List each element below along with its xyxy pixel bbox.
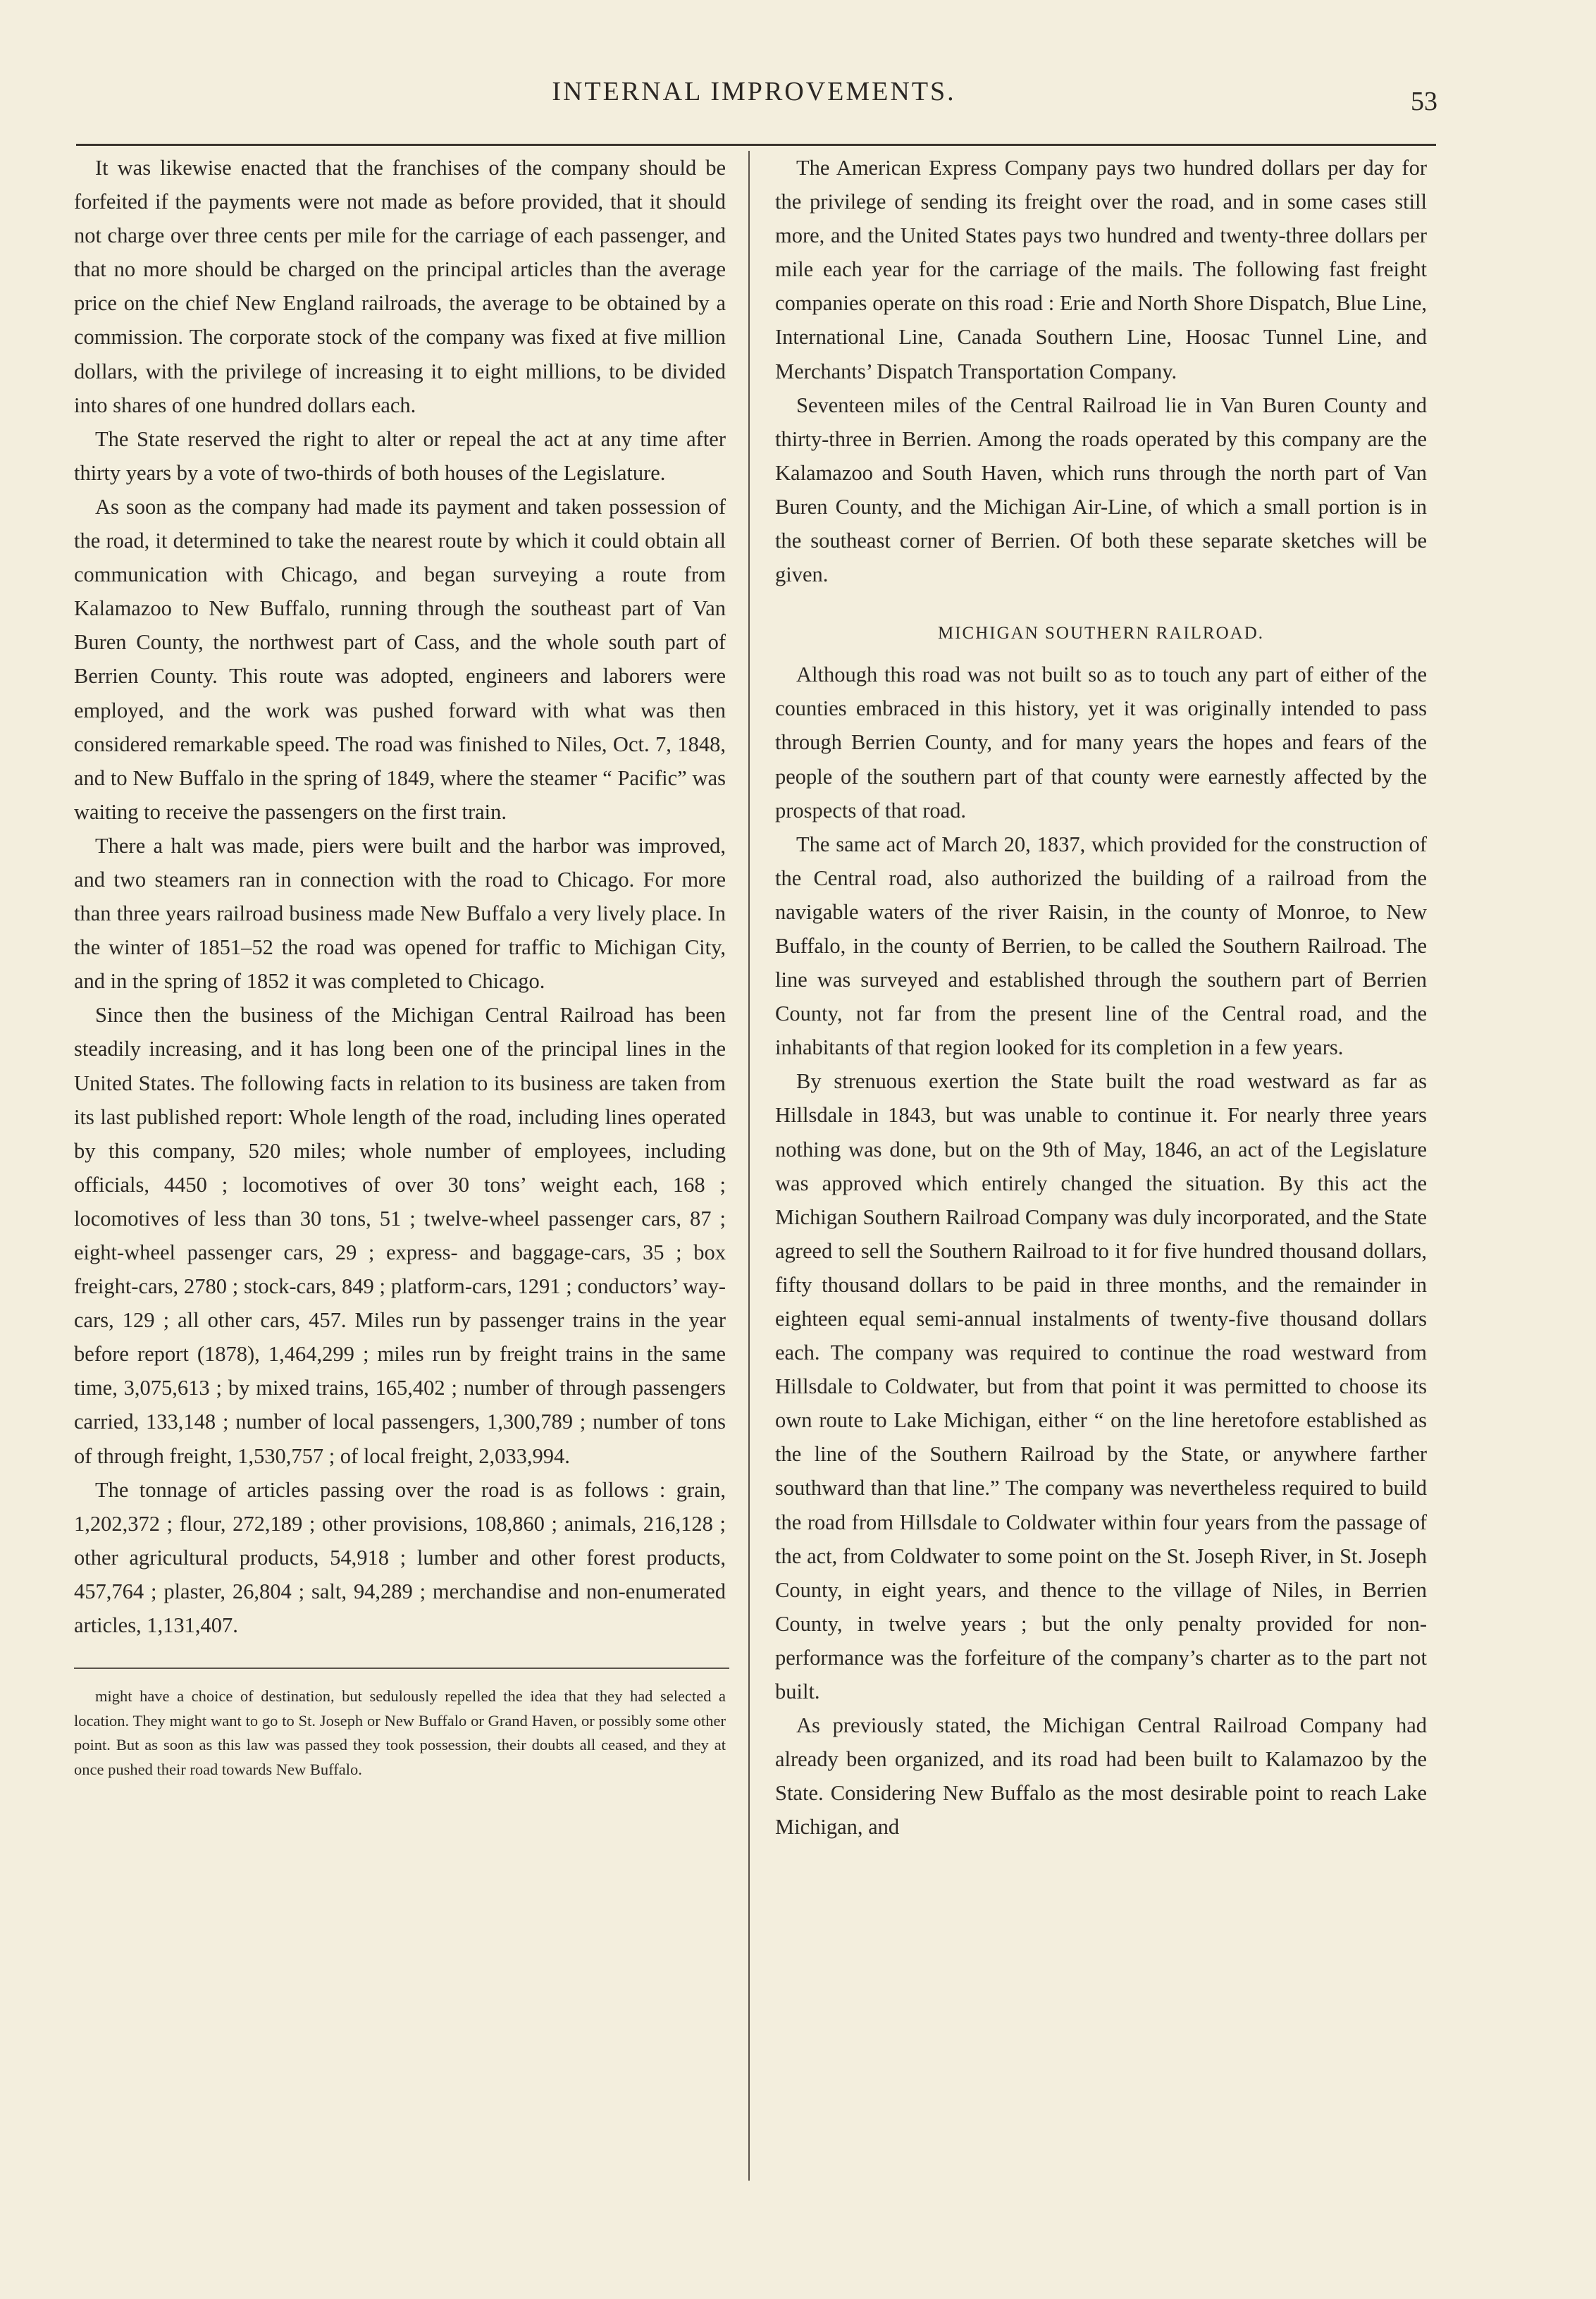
paragraph: The American Express Company pays two hundred dollars per day for the privilege of sending its freight over the road, and in some cases still more, and the United States pays two hundred and twenty-three dollars per mile each year for the carriage of the mails. The following fast freight companies operate on this road : Erie and North Shore Dispatch, Blue Line, International Line, Canada Southern Line, Hoosac Tunnel Line, and Merchants’ Dispatch Transportation Company. [775, 156, 1427, 383]
column-divider [748, 151, 750, 2181]
paragraph: There a halt was made, piers were built and the harbor was improved, and two steamers ran in connection with the road to Chicago. For more than three years railroad business made New Buffalo a very lively place. In the winter of 1851–52 the road was opened for traffic to Michigan City, and in the spring of 1852 it was completed to Chicago. [74, 833, 726, 994]
paragraph: Although this road was not built so as to touch any part of either of the counties embraced in this history, yet it was originally intended to pass through Berrien County, and for many years the hopes and fears of the people of the southern part of that county were earnestly affected by the prospects of that road. [775, 662, 1427, 822]
paragraph: As previously stated, the Michigan Central Railroad Company had already been organized, and its road had been built to Kalamazoo by the State. Considering New Buffalo as the most desirable point to reach Lake Michigan, and [775, 1713, 1427, 1839]
running-head: INTERNAL IMPROVEMENTS. [552, 77, 956, 106]
footnote-rule [74, 1668, 729, 1669]
paragraph: The State reserved the right to alter or repeal the act at any time after thirty years by a vote of two-thirds of both houses of the Legislature. [74, 426, 726, 485]
paragraph: By strenuous exertion the State built the road westward as far as Hillsdale in 1843, but was unable to continue it. For nearly three years nothing was done, but on the 9th of May, 1846, an act of the Legislature was approved which entirely changed the situation. By this act the Michigan Southern Railroad Company was duly incorporated, and the State agreed to sell the Southern Railroad to it for five hundred thousand dollars, fifty thousand dollars to be paid in three months, and the remainder in eighteen equal semi-annual instalments of twenty-five thousand dollars each. The company was required to continue the road westward from Hillsdale to Coldwater, but from that point it was permitted to choose its own route to Lake Michigan, either “ on the line heretofore established as the line of the Southern Railroad by the State, or anywhere farther southward than that line.” The company was nevertheless required to build the road from Hillsdale to Coldwater within four years from the passage of the act, from Coldwater to some point on the St. Joseph River, in St. Joseph County, in eight years, and thence to the village of Niles, in Berrien County, in twelve years ; but the only penalty provided for non-performance was the forfeiture of the company’s charter as to the part not built. [775, 1069, 1427, 1704]
paragraph: As soon as the company had made its payment and taken possession of the road, it determined to take the nearest route by which it could obtain all communication with Chicago, and began surveying a route from Kalamazoo to New Buffalo, running through the southeast part of Van Buren County, the northwest part of Cass, and the whole south part of Berrien County. This route was adopted, engineers and laborers were employed, and the work was pushed forward with what was then considered remarkable speed. The road was finished to Niles, Oct. 7, 1848, and to New Buffalo in the spring of 1849, where the steamer “ Pacific” was waiting to receive the passengers on the first train. [74, 494, 726, 824]
paragraph: The tonnage of articles passing over the road is as follows : grain, 1,202,372 ; flour, 272,189 ; other provisions, 108,860 ; animals, 216,128 ; other agricultural products, 54,918 ; lumber and other forest products, 457,764 ; plaster, 26,804 ; salt, 94,289 ; merchandise and non-enumerated articles, 1,131,407. [74, 1477, 726, 1638]
paragraph: The same act of March 20, 1837, which provided for the construction of the Central road, also authorized the building of a railroad from the navigable waters of the river Raisin, in the county of Monroe, to New Buffalo, in the county of Berrien, to be called the Southern Railroad. The line was surveyed and established through the southern part of Berrien County, not far from the present line of the Central road, and the inhabitants of that region looked for its completion in a few years. [775, 832, 1427, 1060]
page-header [0, 76, 1596, 125]
paragraph: Since then the business of the Michigan Central Railroad has been steadily increasing, and it has long been one of the principal lines in the United States. The following facts in relation to its business are taken from its last published report: Whole length of the road, including lines operated by this company, 520 miles; whole number of employees, including officials, 4450 ; locomotives of over 30 tons’ weight each, 168 ; locomotives of less than 30 tons, 51 ; twelve-wheel passenger cars, 87 ; eight-wheel passenger cars, 29 ; express- and baggage-cars, 35 ; box freight-cars, 2780 ; stock-cars, 849 ; platform-cars, 1291 ; conductors’ way-cars, 129 ; all other cars, 457. Miles run by passenger trains in the year before report (1878), 1,464,299 ; miles run by freight trains in the same time, 3,075,613 ; by mixed trains, 165,402 ; number of through passengers carried, 133,148 ; number of local passengers, 1,300,789 ; number of tons of through freight, 1,530,757 ; of local freight, 2,033,994. [74, 1003, 726, 1468]
page-number: 53 [1411, 87, 1437, 116]
left-column [74, 151, 726, 1782]
paragraph: It was likewise enacted that the franchises of the company should be forfeited if the payments were not made as before provided, that it should not charge over three cents per mile for the carriage of each passenger, and that no more should be charged on the principal articles than the average price on the chief New England railroads, the average to be obtained by a commission. The corporate stock of the company was fixed at five million dollars, with the privilege of increasing it to eight millions, to be divided into shares of one hundred dollars each. [74, 156, 726, 417]
right-column [775, 151, 1427, 1844]
paragraph: Seventeen miles of the Central Railroad lie in Van Buren County and thirty-three in Berrien. Among the roads operated by this company are the Kalamazoo and South Haven, which runs through the north part of Van Buren County, and the Michigan Air-Line, of which a small portion is in the southeast corner of Berrien. Of both these separate sketches will be given. [775, 393, 1427, 587]
section-heading: MICHIGAN SOUTHERN RAILROAD. [937, 624, 1265, 643]
header-rule [76, 144, 1436, 146]
footnote: might have a choice of destination, but sedulously repelled the idea that they had selected a location. They might want to go to St. Joseph or New Buffalo or Grand Haven, or possibly some other point. But as soon as this law was passed they took possession, their doubts all ceased, and they at once pushed their road towards New Buffalo. [74, 1687, 726, 1778]
